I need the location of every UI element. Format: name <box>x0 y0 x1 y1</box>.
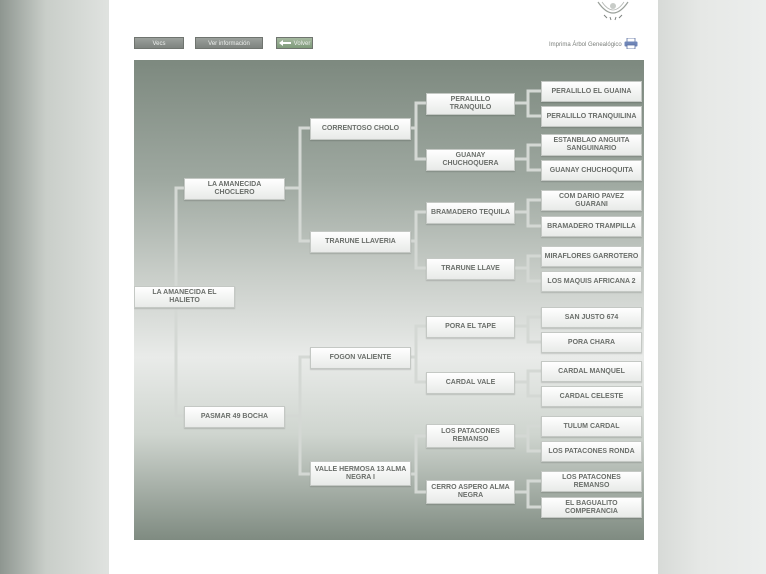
pedigree-gen4-node[interactable]: PERALILLO TRANQUILINA <box>541 106 642 127</box>
pedigree-gen3-node[interactable]: CARDAL VALE <box>426 372 515 394</box>
print-link[interactable]: Imprima Árbol Genealógico <box>549 42 622 48</box>
vecs-button[interactable]: Vecs <box>134 37 184 49</box>
pedigree-gen4-node[interactable]: PERALILLO EL GUAINA <box>541 81 642 102</box>
pedigree-gen4-node[interactable]: LOS PATACONES RONDA <box>541 441 642 462</box>
info-button[interactable]: Ver información <box>195 37 263 49</box>
pedigree-dam-sire[interactable]: FOGON VALIENTE <box>310 347 411 369</box>
pedigree-gen3-node[interactable]: GUANAY CHUCHOQUERA <box>426 149 515 171</box>
pedigree-gen4-node[interactable]: TULUM CARDAL <box>541 416 642 437</box>
pedigree-sire[interactable]: LA AMANECIDA CHOCLERO <box>184 178 285 200</box>
pedigree-gen4-node[interactable]: ESTANBLAO ANGUITA SANGUINARIO <box>541 134 642 156</box>
pedigree-sire-sire[interactable]: CORRENTOSO CHOLO <box>310 118 411 140</box>
pedigree-gen4-node[interactable]: CARDAL MANQUEL <box>541 361 642 382</box>
pedigree-gen3-node[interactable]: LOS PATACONES REMANSO <box>426 424 515 448</box>
pedigree-dam[interactable]: PASMAR 49 BOCHA <box>184 406 285 428</box>
right-backdrop <box>658 0 766 574</box>
pedigree-dam-dam[interactable]: VALLE HERMOSA 13 ALMA NEGRA I <box>310 461 411 486</box>
pedigree-gen3-node[interactable]: PERALILLO TRANQUILO <box>426 93 515 115</box>
pedigree-sire-dam[interactable]: TRARUNE LLAVERIA <box>310 231 411 253</box>
emblem-logo <box>594 0 632 22</box>
pedigree-gen4-node[interactable]: LOS PATACONES REMANSO <box>541 471 642 492</box>
pedigree-subject[interactable]: LA AMANECIDA EL HALIETO <box>134 286 235 308</box>
pedigree-gen3-node[interactable]: PORA EL TAPE <box>426 316 515 338</box>
pedigree-gen4-node[interactable]: EL BAGUALITO COMPERANCIA <box>541 497 642 518</box>
pedigree-gen4-node[interactable]: SAN JUSTO 674 <box>541 307 642 328</box>
pedigree-gen4-node[interactable]: MIRAFLORES GARROTERO <box>541 246 642 267</box>
pedigree-gen4-node[interactable]: BRAMADERO TRAMPILLA <box>541 216 642 237</box>
pedigree-gen3-node[interactable]: CERRO ASPERO ALMA NEGRA <box>426 480 515 504</box>
pedigree-gen4-node[interactable]: GUANAY CHUCHOQUITA <box>541 160 642 181</box>
pedigree-gen4-node[interactable]: CARDAL CELESTE <box>541 386 642 407</box>
printer-icon[interactable] <box>624 38 638 49</box>
pedigree-gen3-node[interactable]: BRAMADERO TEQUILA <box>426 202 515 224</box>
arrow-left-icon <box>279 40 291 46</box>
pedigree-gen4-node[interactable]: COM DARIO PAVEZ GUARANI <box>541 190 642 211</box>
pedigree-tree <box>134 60 644 540</box>
pedigree-gen4-node[interactable]: LOS MAQUIS AFRICANA 2 <box>541 271 642 292</box>
pedigree-gen4-node[interactable]: PORA CHARA <box>541 332 642 353</box>
back-label: Volver <box>293 41 311 47</box>
pedigree-gen3-node[interactable]: TRARUNE LLAVE <box>426 258 515 280</box>
back-button[interactable] <box>276 37 313 49</box>
